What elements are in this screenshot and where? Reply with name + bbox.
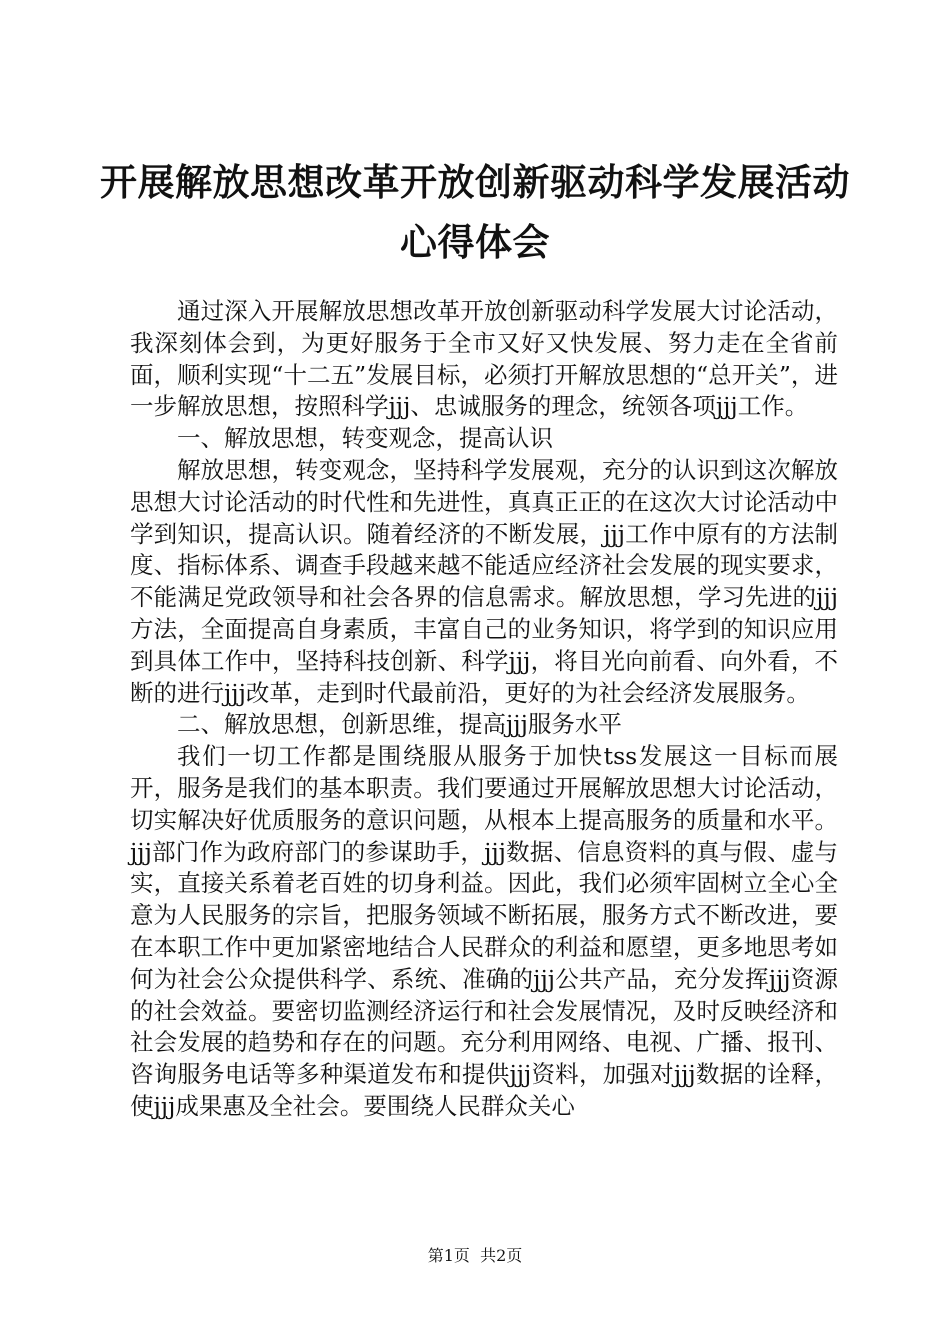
paragraph-intro: 通过深入开展解放思想改革开放创新驱动科学发展大讨论活动，我深刻体会到，为更好服务于全市又好又快发展、努力走在全省前面，顺利实现“十二五”发展目标，必须打开解放思想的“总开关”，进一步解放思想，按照科学jjj、忠诚服务的理念，统领各项jjj工作。: [130, 297, 838, 421]
paragraph-section-2: 我们一切工作都是围绕服从服务于加快tss发展这一目标而展开，服务是我们的基本职责。我们要通过开展解放思想大讨论活动，切实解决好优质服务的意识问题，从根本上提高服务的质量和水平。jjj部门作为政府部门的参谋助手，jjj数据、信息资料的真与假、虚与实，直接关系着老百姓的切身利益。因此，我们必须牢固树立全心全意为人民服务的宗旨，把服务领域不断拓展，服务方式不断改进，要在本职工作中更加紧密地结合人民群众的利益和愿望，更多地思考如何为社会公众提供科学、系统、准确的jjj公共产品，充分发挥jjj资源的社会效益。要密切监测经济运行和社会发展情况，及时反映经济和社会发展的趋势和存在的问题。充分利用网络、电视、广播、报刊、咨询服务电话等多种渠道发布和提供jjj资料，加强对jjj数据的诠释，使jjj成果惠及全社会。要围绕人民群众关心: [130, 742, 838, 1120]
document-title-line-1: 开展解放思想改革开放创新驱动科学发展活动: [100, 160, 850, 204]
page-total: 共2页: [480, 1246, 523, 1265]
page-footer: [0, 1246, 950, 1266]
page-number: 第1页: [427, 1246, 470, 1265]
document-body: [130, 296, 838, 1123]
section-heading-1: 一、解放思想，转变观念，提高认识: [177, 424, 553, 453]
paragraph-section-1: 解放思想，转变观念，坚持科学发展观，充分的认识到这次解放思想大讨论活动的时代性和先进性，真真正正的在这次大讨论活动中学到知识，提高认识。随着经济的不断发展，jjj工作中原有的方法制度、指标体系、调查手段越来越不能适应经济社会发展的现实要求，不能满足党政领导和社会各界的信息需求。解放思想，学习先进的jjj方法，全面提高自身素质，丰富自己的业务知识，将学到的知识应用到具体工作中，坚持科技创新、科学jjj，将目光向前看、向外看，不断的进行jjj改革，走到时代最前沿，更好的为社会经济发展服务。: [130, 455, 838, 707]
document-title-line-2: 心得体会: [400, 220, 550, 264]
section-heading-2: 二、解放思想，创新思维，提高jjj服务水平: [177, 710, 622, 739]
